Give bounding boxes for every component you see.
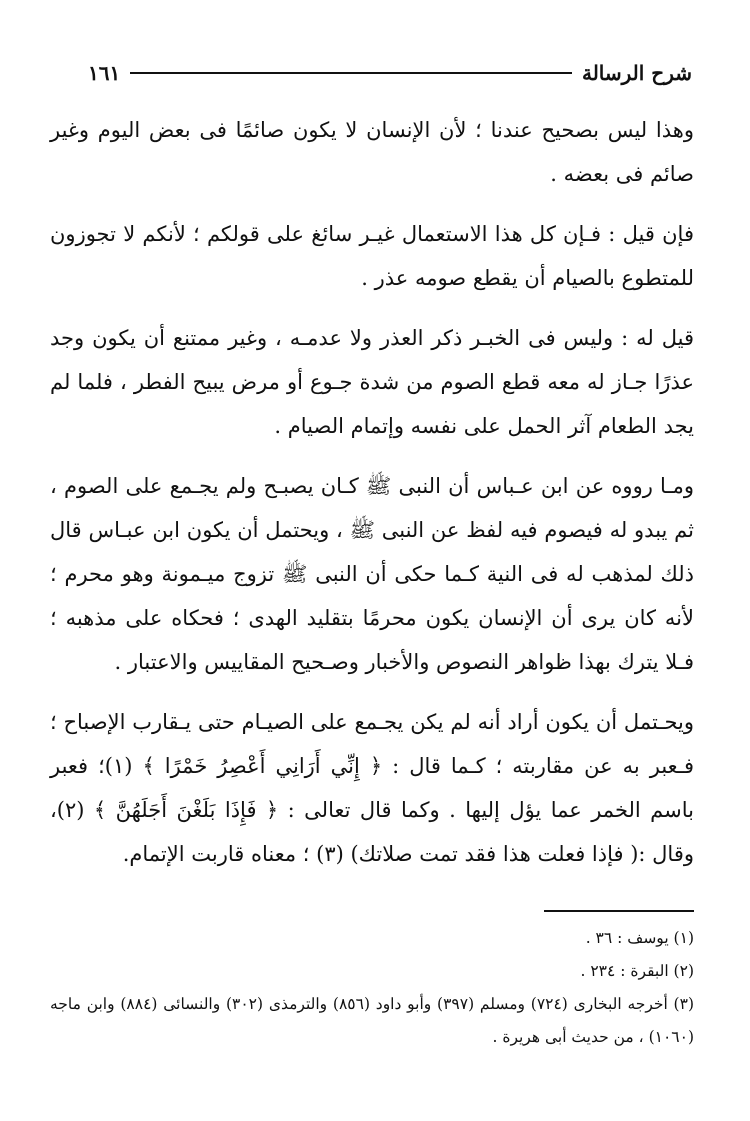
main-text [50,108,694,892]
paragraph-3: قيل له : وليس فى الخبـر ذكر العذر ولا عدمـه ، وغير ممتنع أن يكون وجد عذرًا جـاز له معه قطع الصوم من شدة جـوع أو مرض يبيح الفطر ، فلما لم يجد الطعام آثر الحمل على نفسه وإتمام الصيام . [50,326,694,438]
paragraph-5: ويحـتمل أن يكون أراد أنه لم يكن يجـمع على الصيـام حتى يـقارب الإصباح ؛ فـعبر به عن مقاربته ؛ كـما قال : ﴿ إِنِّي أَرَانِي أَعْصِرُ خَمْرًا ﴾ (١)؛ فعبر باسم الخمر عما يؤل إليها . وكما قال تعالى : ﴿ فَإِذَا بَلَغْنَ أَجَلَهُنَّ ﴾ (٢)، وقال :( فإذا فعلت هذا فقد تمت صلاتك) (٣) ؛ معناه قاربت الإتمام. [50,710,694,866]
footnotes [50,922,694,1054]
paragraph-1: وهذا ليس بصحيح عندنا ؛ لأن الإنسان لا يكون صائمًا فى بعض اليوم وغير صائم فى بعضه . [50,118,694,186]
footnote-2: (٢) البقرة : ٢٣٤ . [580,962,694,980]
footnote-3: (٣) أخرجه البخارى (٧٢٤) ومسلم (٣٩٧) وأبو داود (٨٥٦) والترمذى (٣٠٢) والنسائى (٨٨٤) وابن ماجه (١٠٦٠) ، من حديث أبى هريرة . [50,995,694,1046]
running-header [88,58,692,88]
paragraph-2: فإن قيل : فـإن كل هذا الاستعمال غيـر سائغ على قولكم ؛ لأنكم لا تجوزون للمتطوع بالصيام أن يقطع صومه عذر . [50,222,694,290]
footnote-rule [544,910,694,912]
header-rule [130,72,572,74]
paragraph-4: ومـا رووه عن ابن عـباس أن النبى ﷺ كـان يصبـح ولم يجـمع على الصوم ، ثم يبدو له فيصوم فيه لفظ عن النبى ﷺ ، ويحتمل أن يكون ابن عبـاس قال ذلك لمذهب له فى النية كـما حكى أن النبى ﷺ تزوج ميـمونة وهو محرم ؛ لأنه كان يرى أن الإنسان يكون محرمًا بتقليد الهدى ؛ فحكاه على مذهبه ؛ فـلا يترك بهذا ظواهر النصوص والأخبار وصـحيح المقاييس والاعتبار . [50,474,694,674]
running-header-title: شرح الرسالة [581,61,692,85]
page-number: ١٦١ [88,61,121,85]
footnote-1: (١) يوسف : ٣٦ . [585,929,694,947]
